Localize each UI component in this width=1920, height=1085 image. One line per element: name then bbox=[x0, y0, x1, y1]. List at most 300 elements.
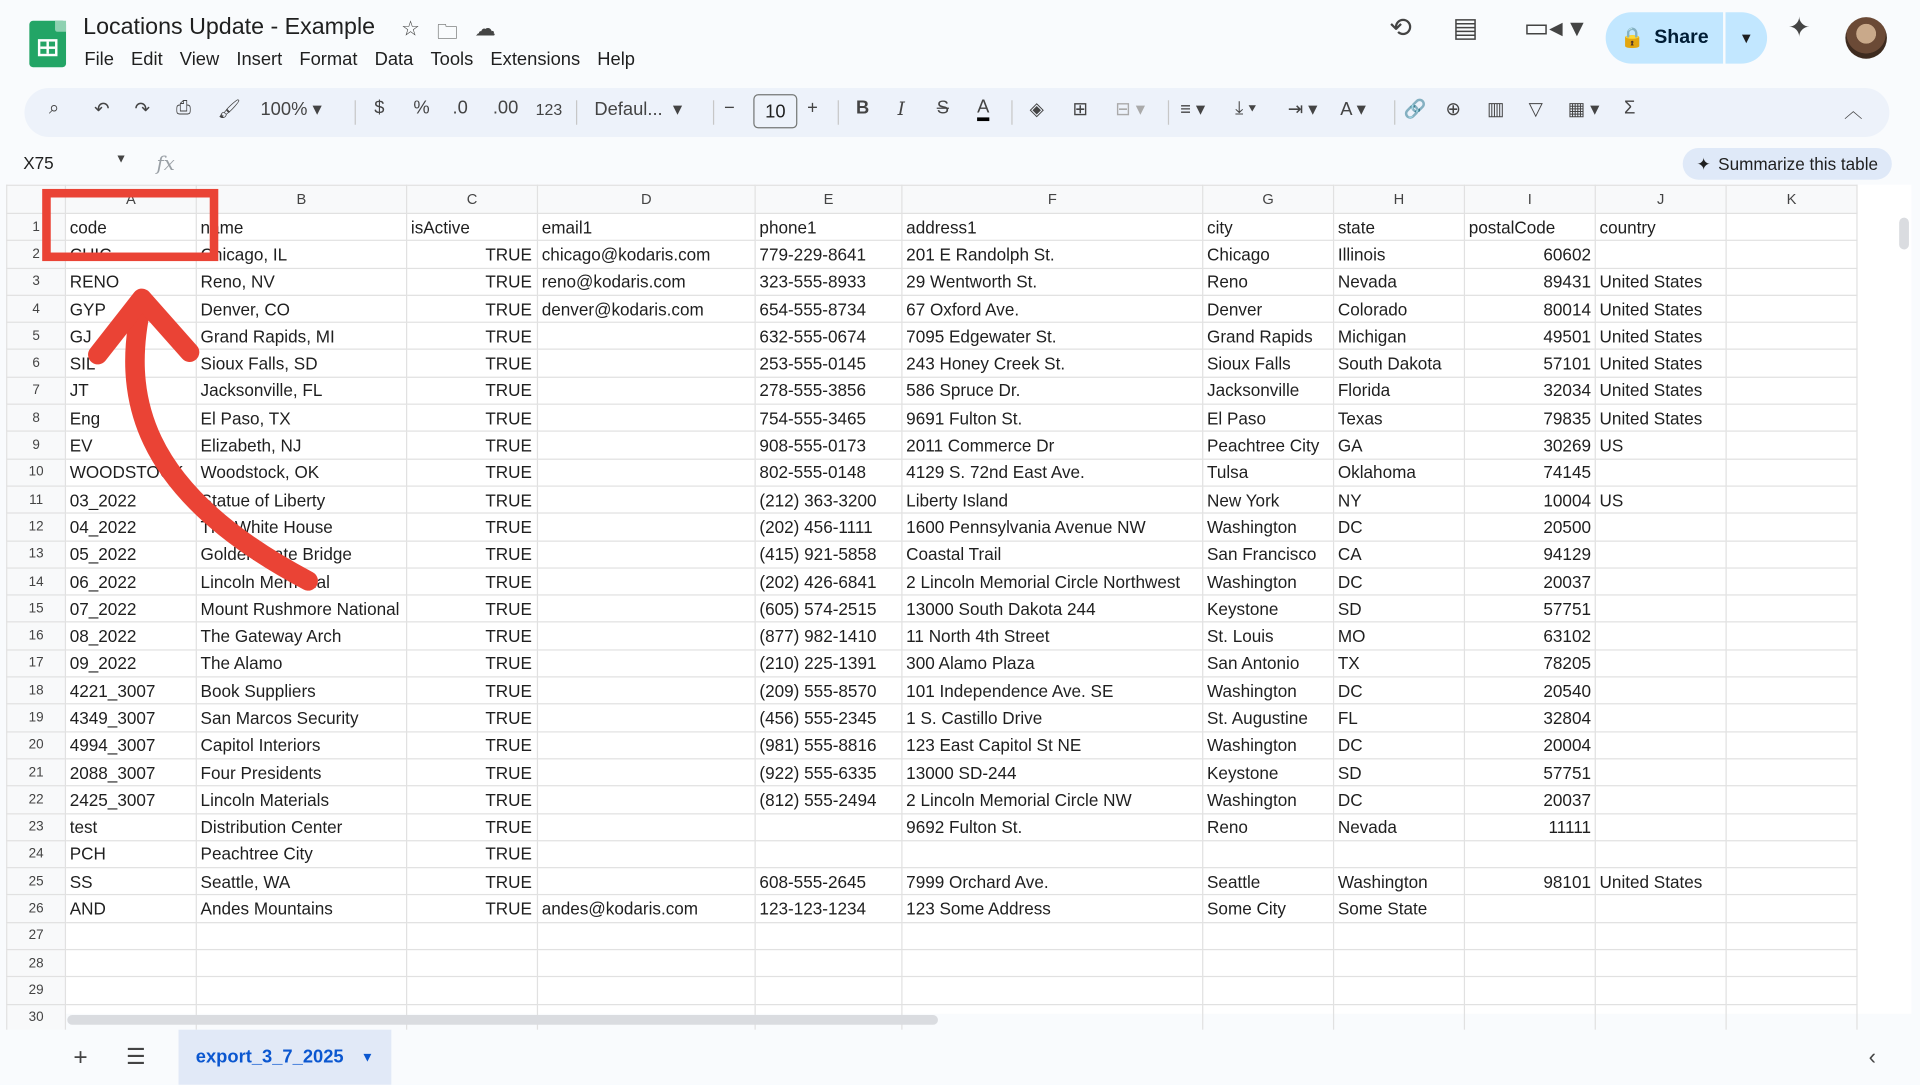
cell[interactable]: 29 Wentworth St. bbox=[902, 268, 1203, 295]
cell[interactable]: 20037 bbox=[1464, 786, 1595, 813]
row-header[interactable]: 29 bbox=[7, 977, 66, 1004]
cell[interactable] bbox=[1595, 786, 1726, 813]
row-header[interactable]: 3 bbox=[7, 268, 66, 295]
cell[interactable]: 101 Independence Ave. SE bbox=[902, 677, 1203, 704]
cell[interactable]: 608-555-2645 bbox=[755, 868, 902, 895]
cell[interactable]: 586 Spruce Dr. bbox=[902, 377, 1203, 404]
cell[interactable]: Washington bbox=[1203, 568, 1334, 595]
cell[interactable]: name bbox=[196, 213, 406, 240]
cell[interactable]: El Paso bbox=[1203, 404, 1334, 431]
row-header[interactable]: 16 bbox=[7, 622, 66, 649]
cell[interactable]: 20037 bbox=[1464, 568, 1595, 595]
cell[interactable] bbox=[1334, 841, 1465, 868]
cell[interactable]: Some State bbox=[1334, 895, 1465, 922]
cell[interactable]: Illinois bbox=[1334, 241, 1465, 268]
cell[interactable]: 2 Lincoln Memorial Circle Northwest bbox=[902, 568, 1203, 595]
cell[interactable] bbox=[1595, 459, 1726, 486]
cell[interactable]: Seattle, WA bbox=[196, 868, 406, 895]
cell[interactable]: 253-555-0145 bbox=[755, 350, 902, 377]
cell[interactable] bbox=[537, 731, 755, 758]
cloud-status-icon[interactable]: ☁ bbox=[474, 17, 496, 41]
cell[interactable]: United States bbox=[1595, 350, 1726, 377]
cell[interactable] bbox=[1595, 731, 1726, 758]
cell[interactable] bbox=[1595, 241, 1726, 268]
cell[interactable] bbox=[1726, 295, 1857, 322]
cell[interactable] bbox=[1203, 977, 1334, 1004]
cell[interactable]: Eng bbox=[65, 404, 196, 431]
cell[interactable]: 9691 Fulton St. bbox=[902, 404, 1203, 431]
strikethrough-icon[interactable]: S bbox=[936, 97, 949, 119]
cell[interactable] bbox=[755, 841, 902, 868]
cell[interactable]: TRUE bbox=[407, 404, 538, 431]
cell[interactable]: 20500 bbox=[1464, 513, 1595, 540]
column-header-f[interactable]: F bbox=[902, 185, 1203, 213]
cell[interactable] bbox=[1726, 704, 1857, 731]
cell[interactable]: 4349_3007 bbox=[65, 704, 196, 731]
cell[interactable] bbox=[1595, 595, 1726, 622]
cell[interactable]: code bbox=[65, 213, 196, 240]
cell[interactable]: 2011 Commerce Dr bbox=[902, 432, 1203, 459]
cell[interactable] bbox=[1726, 595, 1857, 622]
cell[interactable] bbox=[537, 350, 755, 377]
cell[interactable]: DC bbox=[1334, 786, 1465, 813]
cell[interactable]: 60602 bbox=[1464, 241, 1595, 268]
cell[interactable]: NY bbox=[1334, 486, 1465, 513]
cell[interactable]: TRUE bbox=[407, 622, 538, 649]
cell[interactable] bbox=[1334, 922, 1465, 949]
column-header-i[interactable]: I bbox=[1464, 185, 1595, 213]
cell[interactable] bbox=[196, 950, 406, 977]
cell[interactable]: (605) 574-2515 bbox=[755, 595, 902, 622]
cell[interactable]: San Marcos Security bbox=[196, 704, 406, 731]
cell[interactable] bbox=[1726, 922, 1857, 949]
cell[interactable] bbox=[1595, 922, 1726, 949]
cell[interactable] bbox=[1595, 759, 1726, 786]
cell[interactable]: 1 S. Castillo Drive bbox=[902, 704, 1203, 731]
cell[interactable]: 754-555-3465 bbox=[755, 404, 902, 431]
cell[interactable]: 123 Some Address bbox=[902, 895, 1203, 922]
insert-link-icon[interactable]: 🔗 bbox=[1403, 99, 1427, 120]
row-header[interactable]: 10 bbox=[7, 459, 66, 486]
row-header[interactable]: 27 bbox=[7, 922, 66, 949]
column-header-e[interactable]: E bbox=[755, 185, 902, 213]
cell[interactable]: TRUE bbox=[407, 432, 538, 459]
cell[interactable]: 123 East Capitol St NE bbox=[902, 731, 1203, 758]
cell[interactable]: phone1 bbox=[755, 213, 902, 240]
cell[interactable]: address1 bbox=[902, 213, 1203, 240]
cell[interactable]: Four Presidents bbox=[196, 759, 406, 786]
row-header[interactable]: 14 bbox=[7, 568, 66, 595]
search-icon[interactable]: ⌕ bbox=[48, 97, 60, 119]
cell[interactable]: TRUE bbox=[407, 704, 538, 731]
column-header-a[interactable]: A bbox=[65, 185, 196, 213]
cell[interactable]: United States bbox=[1595, 377, 1726, 404]
cell[interactable]: 123-123-1234 bbox=[755, 895, 902, 922]
number-format-button[interactable]: 123 bbox=[535, 100, 563, 119]
cell[interactable] bbox=[902, 922, 1203, 949]
cell[interactable]: Sioux Falls, SD bbox=[196, 350, 406, 377]
cell[interactable]: 300 Alamo Plaza bbox=[902, 650, 1203, 677]
cell[interactable] bbox=[537, 322, 755, 349]
row-header[interactable]: 9 bbox=[7, 432, 66, 459]
cell[interactable]: 74145 bbox=[1464, 459, 1595, 486]
cell[interactable] bbox=[537, 377, 755, 404]
fill-color-icon[interactable]: ◈ bbox=[1029, 99, 1044, 120]
cell[interactable] bbox=[537, 541, 755, 568]
cell[interactable]: state bbox=[1334, 213, 1465, 240]
cell[interactable]: Denver bbox=[1203, 295, 1334, 322]
cell[interactable] bbox=[755, 813, 902, 840]
cell[interactable]: 32034 bbox=[1464, 377, 1595, 404]
cell[interactable]: Michigan bbox=[1334, 322, 1465, 349]
cell[interactable] bbox=[1595, 813, 1726, 840]
cell[interactable]: (456) 555-2345 bbox=[755, 704, 902, 731]
cell[interactable]: isActive bbox=[407, 213, 538, 240]
paint-format-icon[interactable]: 🖌 bbox=[217, 99, 241, 120]
cell[interactable]: (812) 555-2494 bbox=[755, 786, 902, 813]
cell[interactable] bbox=[407, 977, 538, 1004]
borders-icon[interactable]: ⊞ bbox=[1072, 99, 1088, 120]
cell[interactable]: TRUE bbox=[407, 350, 538, 377]
cell[interactable] bbox=[1464, 1004, 1595, 1031]
cell[interactable]: 10004 bbox=[1464, 486, 1595, 513]
cell[interactable]: Lincoln Materials bbox=[196, 786, 406, 813]
row-header[interactable]: 4 bbox=[7, 295, 66, 322]
cell[interactable]: TRUE bbox=[407, 268, 538, 295]
cell[interactable] bbox=[755, 950, 902, 977]
cell[interactable]: Nevada bbox=[1334, 268, 1465, 295]
cell[interactable] bbox=[1203, 922, 1334, 949]
sheet-tab-dropdown-icon[interactable]: ▼ bbox=[360, 1049, 375, 1065]
row-header[interactable]: 1 bbox=[7, 213, 66, 240]
cell[interactable]: TRUE bbox=[407, 459, 538, 486]
cell[interactable]: 57101 bbox=[1464, 350, 1595, 377]
sheets-logo-icon[interactable] bbox=[29, 21, 66, 67]
cell[interactable] bbox=[537, 868, 755, 895]
cell[interactable]: 32804 bbox=[1464, 704, 1595, 731]
cell[interactable]: San Antonio bbox=[1203, 650, 1334, 677]
row-header[interactable]: 18 bbox=[7, 677, 66, 704]
cell[interactable]: 4129 S. 72nd East Ave. bbox=[902, 459, 1203, 486]
cell[interactable] bbox=[196, 977, 406, 1004]
cell[interactable]: 79835 bbox=[1464, 404, 1595, 431]
menu-view[interactable]: View bbox=[179, 48, 220, 70]
cell[interactable] bbox=[65, 977, 196, 1004]
print-icon[interactable]: ⎙ bbox=[176, 97, 191, 119]
text-rotation-icon[interactable]: A ▾ bbox=[1340, 99, 1366, 120]
cell[interactable]: Colorado bbox=[1334, 295, 1465, 322]
cell[interactable]: St. Augustine bbox=[1203, 704, 1334, 731]
cell[interactable]: Book Suppliers bbox=[196, 677, 406, 704]
cell[interactable]: Andes Mountains bbox=[196, 895, 406, 922]
cell[interactable]: Reno bbox=[1203, 813, 1334, 840]
cell[interactable]: 2425_3007 bbox=[65, 786, 196, 813]
cell[interactable] bbox=[1334, 1004, 1465, 1031]
cell[interactable] bbox=[1595, 977, 1726, 1004]
cell[interactable] bbox=[537, 404, 755, 431]
cell[interactable]: 49501 bbox=[1464, 322, 1595, 349]
cell[interactable] bbox=[902, 950, 1203, 977]
column-header-c[interactable]: C bbox=[407, 185, 538, 213]
cell[interactable]: TX bbox=[1334, 650, 1465, 677]
text-color-icon[interactable]: A bbox=[977, 98, 989, 121]
cell[interactable]: The White House bbox=[196, 513, 406, 540]
cell[interactable] bbox=[1726, 841, 1857, 868]
move-folder-icon[interactable]: 🗀 bbox=[436, 20, 458, 45]
cell[interactable]: TRUE bbox=[407, 541, 538, 568]
currency-format-button[interactable]: $ bbox=[374, 97, 385, 119]
cell[interactable]: Texas bbox=[1334, 404, 1465, 431]
table-views-icon[interactable]: ▦ ▾ bbox=[1567, 99, 1600, 120]
cell[interactable]: Tulsa bbox=[1203, 459, 1334, 486]
cell[interactable] bbox=[537, 513, 755, 540]
cell[interactable]: Golden Gate Bridge bbox=[196, 541, 406, 568]
row-header[interactable]: 28 bbox=[7, 950, 66, 977]
merge-cells-icon[interactable]: ⊟ ▾ bbox=[1115, 99, 1145, 120]
cell[interactable]: 201 E Randolph St. bbox=[902, 241, 1203, 268]
cell[interactable]: (209) 555-8570 bbox=[755, 677, 902, 704]
menu-extensions[interactable]: Extensions bbox=[490, 48, 581, 70]
row-header[interactable]: 21 bbox=[7, 759, 66, 786]
cell[interactable]: FL bbox=[1334, 704, 1465, 731]
cell[interactable]: postalCode bbox=[1464, 213, 1595, 240]
cell[interactable]: TRUE bbox=[407, 513, 538, 540]
cell[interactable] bbox=[1726, 568, 1857, 595]
cell[interactable]: (212) 363-3200 bbox=[755, 486, 902, 513]
cell[interactable] bbox=[196, 922, 406, 949]
cell[interactable]: CA bbox=[1334, 541, 1465, 568]
percent-format-button[interactable]: % bbox=[413, 97, 430, 119]
increase-decimal-button[interactable]: .00 bbox=[492, 97, 519, 119]
cell[interactable] bbox=[1726, 322, 1857, 349]
cell[interactable]: Reno bbox=[1203, 268, 1334, 295]
cell[interactable]: (202) 426-6841 bbox=[755, 568, 902, 595]
cell[interactable] bbox=[1726, 459, 1857, 486]
cell[interactable]: 4994_3007 bbox=[65, 731, 196, 758]
cell[interactable]: DC bbox=[1334, 513, 1465, 540]
cell[interactable] bbox=[1726, 432, 1857, 459]
gemini-spark-icon[interactable]: ✦ bbox=[1787, 12, 1811, 43]
cell[interactable] bbox=[537, 568, 755, 595]
all-sheets-icon[interactable]: ☰ bbox=[125, 1044, 146, 1069]
cell[interactable]: TRUE bbox=[407, 486, 538, 513]
cell[interactable]: Woodstock, OK bbox=[196, 459, 406, 486]
cell[interactable] bbox=[1726, 268, 1857, 295]
column-header-h[interactable]: H bbox=[1334, 185, 1465, 213]
collapse-sidebar-icon[interactable]: ‹ bbox=[1868, 1044, 1876, 1069]
column-header-b[interactable]: B bbox=[196, 185, 406, 213]
avatar[interactable] bbox=[1845, 17, 1887, 59]
cell[interactable]: 9692 Fulton St. bbox=[902, 813, 1203, 840]
cell[interactable]: San Francisco bbox=[1203, 541, 1334, 568]
cell[interactable]: MO bbox=[1334, 622, 1465, 649]
cell[interactable]: Florida bbox=[1334, 377, 1465, 404]
row-header[interactable]: 15 bbox=[7, 595, 66, 622]
cell[interactable] bbox=[755, 922, 902, 949]
cell[interactable] bbox=[755, 977, 902, 1004]
cell[interactable]: GJ bbox=[65, 322, 196, 349]
cell[interactable] bbox=[1726, 241, 1857, 268]
cell[interactable] bbox=[537, 813, 755, 840]
cell[interactable] bbox=[1726, 541, 1857, 568]
cell[interactable]: chicago@kodaris.com bbox=[537, 241, 755, 268]
cell[interactable]: New York bbox=[1203, 486, 1334, 513]
cell[interactable]: Elizabeth, NJ bbox=[196, 432, 406, 459]
cell[interactable] bbox=[537, 459, 755, 486]
cell[interactable]: Grand Rapids bbox=[1203, 322, 1334, 349]
cell[interactable]: 04_2022 bbox=[65, 513, 196, 540]
cell[interactable] bbox=[1595, 704, 1726, 731]
cell[interactable]: Washington bbox=[1203, 513, 1334, 540]
cell[interactable] bbox=[407, 922, 538, 949]
cell[interactable] bbox=[537, 841, 755, 868]
cell[interactable] bbox=[537, 786, 755, 813]
cell[interactable]: 08_2022 bbox=[65, 622, 196, 649]
insert-chart-icon[interactable]: ▥ bbox=[1487, 99, 1505, 120]
document-title[interactable]: Locations Update - Example bbox=[83, 14, 376, 41]
cell[interactable]: email1 bbox=[537, 213, 755, 240]
cell[interactable]: United States bbox=[1595, 404, 1726, 431]
cell[interactable]: DC bbox=[1334, 731, 1465, 758]
row-header[interactable]: 13 bbox=[7, 541, 66, 568]
cell[interactable] bbox=[537, 486, 755, 513]
cell[interactable] bbox=[537, 704, 755, 731]
cell[interactable]: St. Louis bbox=[1203, 622, 1334, 649]
cell[interactable]: 94129 bbox=[1464, 541, 1595, 568]
cell[interactable] bbox=[1726, 622, 1857, 649]
font-size-input[interactable]: 10 bbox=[753, 94, 797, 128]
cell[interactable]: Washington bbox=[1203, 731, 1334, 758]
cell[interactable] bbox=[1334, 977, 1465, 1004]
cell[interactable]: (877) 982-1410 bbox=[755, 622, 902, 649]
cell[interactable]: 20004 bbox=[1464, 731, 1595, 758]
cell[interactable] bbox=[1726, 513, 1857, 540]
cell[interactable]: South Dakota bbox=[1334, 350, 1465, 377]
row-header[interactable]: 25 bbox=[7, 868, 66, 895]
cell[interactable] bbox=[65, 922, 196, 949]
menu-file[interactable]: File bbox=[84, 48, 114, 70]
cell[interactable]: 278-555-3856 bbox=[755, 377, 902, 404]
cell[interactable] bbox=[1464, 950, 1595, 977]
cell[interactable] bbox=[1726, 1004, 1857, 1031]
cell[interactable]: 57751 bbox=[1464, 759, 1595, 786]
cell[interactable]: Jacksonville, FL bbox=[196, 377, 406, 404]
row-header[interactable]: 5 bbox=[7, 322, 66, 349]
cell[interactable]: (981) 555-8816 bbox=[755, 731, 902, 758]
cell[interactable] bbox=[1203, 950, 1334, 977]
cell[interactable]: El Paso, TX bbox=[196, 404, 406, 431]
menu-help[interactable]: Help bbox=[597, 48, 636, 70]
cell[interactable]: 80014 bbox=[1464, 295, 1595, 322]
cell[interactable] bbox=[1726, 868, 1857, 895]
menu-format[interactable]: Format bbox=[299, 48, 358, 70]
cell[interactable]: 7095 Edgewater St. bbox=[902, 322, 1203, 349]
cell[interactable]: 57751 bbox=[1464, 595, 1595, 622]
cell[interactable] bbox=[1595, 650, 1726, 677]
cell[interactable] bbox=[1726, 486, 1857, 513]
cell[interactable] bbox=[1595, 622, 1726, 649]
cell[interactable]: 63102 bbox=[1464, 622, 1595, 649]
cell[interactable]: GYP bbox=[65, 295, 196, 322]
cell[interactable]: Washington bbox=[1203, 677, 1334, 704]
cell[interactable]: Oklahoma bbox=[1334, 459, 1465, 486]
cell[interactable]: SD bbox=[1334, 759, 1465, 786]
cell[interactable]: DC bbox=[1334, 568, 1465, 595]
row-header[interactable]: 12 bbox=[7, 513, 66, 540]
row-header[interactable]: 19 bbox=[7, 704, 66, 731]
cell[interactable]: 89431 bbox=[1464, 268, 1595, 295]
cell[interactable] bbox=[1726, 895, 1857, 922]
cell[interactable] bbox=[1464, 922, 1595, 949]
cell[interactable]: GA bbox=[1334, 432, 1465, 459]
meet-video-icon[interactable]: ▭◂ ▾ bbox=[1523, 12, 1584, 43]
cell[interactable]: TRUE bbox=[407, 295, 538, 322]
cell[interactable]: (210) 225-1391 bbox=[755, 650, 902, 677]
cell[interactable]: TRUE bbox=[407, 677, 538, 704]
cell[interactable]: RENO bbox=[65, 268, 196, 295]
decrease-decimal-button[interactable]: .0 bbox=[452, 97, 468, 119]
share-button[interactable] bbox=[1606, 12, 1723, 63]
column-header-g[interactable]: G bbox=[1203, 185, 1334, 213]
star-icon[interactable]: ☆ bbox=[401, 17, 420, 41]
cell[interactable]: 07_2022 bbox=[65, 595, 196, 622]
cell[interactable]: Peachtree City bbox=[196, 841, 406, 868]
row-header[interactable]: 8 bbox=[7, 404, 66, 431]
cell[interactable]: 98101 bbox=[1464, 868, 1595, 895]
version-history-icon[interactable]: ⟲ bbox=[1389, 12, 1412, 43]
cell[interactable]: Peachtree City bbox=[1203, 432, 1334, 459]
cell[interactable]: 11 North 4th Street bbox=[902, 622, 1203, 649]
cell[interactable]: Denver, CO bbox=[196, 295, 406, 322]
filter-icon[interactable]: ▽ bbox=[1528, 99, 1543, 120]
cell[interactable]: 2088_3007 bbox=[65, 759, 196, 786]
row-header[interactable]: 6 bbox=[7, 350, 66, 377]
font-select[interactable]: Defaul... ▾ bbox=[594, 99, 683, 120]
cell[interactable]: 30269 bbox=[1464, 432, 1595, 459]
cell[interactable]: 13000 SD-244 bbox=[902, 759, 1203, 786]
cell[interactable] bbox=[1595, 513, 1726, 540]
cell[interactable]: 654-555-8734 bbox=[755, 295, 902, 322]
cell[interactable]: 2 Lincoln Memorial Circle NW bbox=[902, 786, 1203, 813]
cell[interactable]: (415) 921-5858 bbox=[755, 541, 902, 568]
collapse-toolbar-icon[interactable]: ︿ bbox=[1844, 101, 1863, 123]
insert-comment-icon[interactable]: ⊕ bbox=[1445, 99, 1461, 120]
cell[interactable] bbox=[537, 950, 755, 977]
zoom-select[interactable]: 100% ▾ bbox=[260, 99, 322, 120]
cell[interactable]: TRUE bbox=[407, 841, 538, 868]
cell[interactable] bbox=[1726, 759, 1857, 786]
cell[interactable] bbox=[65, 950, 196, 977]
cell[interactable] bbox=[537, 432, 755, 459]
cell[interactable]: city bbox=[1203, 213, 1334, 240]
cell[interactable]: Coastal Trail bbox=[902, 541, 1203, 568]
cell[interactable]: DC bbox=[1334, 677, 1465, 704]
font-size-increase-button[interactable]: + bbox=[807, 97, 818, 119]
cell[interactable] bbox=[537, 677, 755, 704]
add-sheet-icon[interactable]: + bbox=[73, 1044, 88, 1072]
cell[interactable] bbox=[1464, 895, 1595, 922]
bold-icon[interactable]: B bbox=[856, 97, 870, 119]
row-header[interactable]: 7 bbox=[7, 377, 66, 404]
cell[interactable]: reno@kodaris.com bbox=[537, 268, 755, 295]
cell[interactable]: TRUE bbox=[407, 322, 538, 349]
name-box-dropdown-icon[interactable]: ▼ bbox=[114, 152, 128, 167]
menu-insert[interactable]: Insert bbox=[236, 48, 283, 70]
cell[interactable] bbox=[537, 977, 755, 1004]
cell[interactable] bbox=[1334, 950, 1465, 977]
cell[interactable] bbox=[1595, 1004, 1726, 1031]
cell[interactable] bbox=[1726, 786, 1857, 813]
